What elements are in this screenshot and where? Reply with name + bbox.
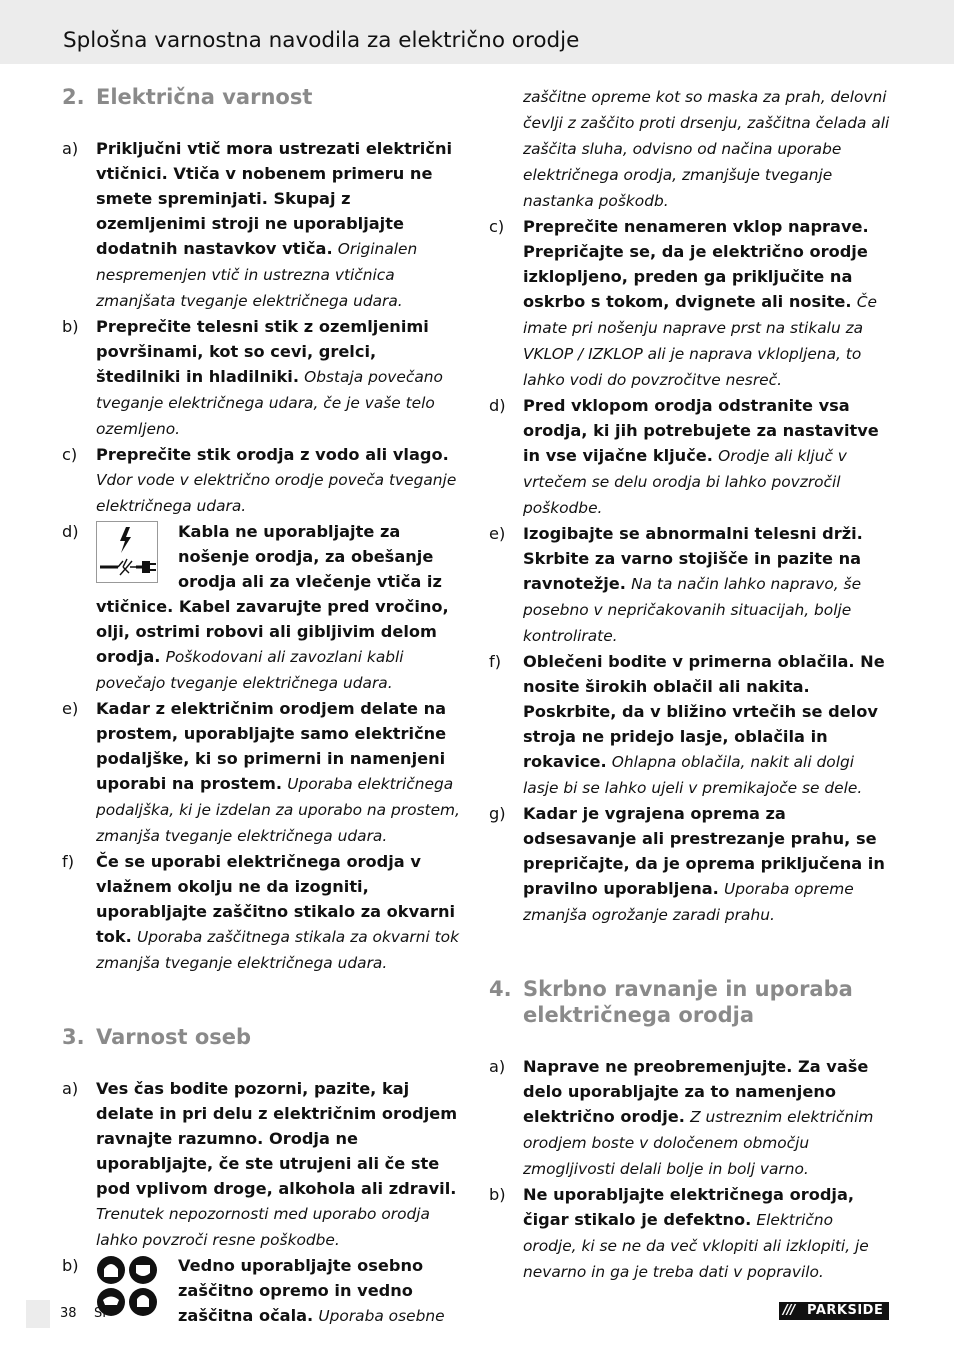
list-item-3a <box>62 1076 464 1253</box>
item-italic: Orodje ali ključ v vrtečem se delu orodja bi lahko povzročil poškodbe. <box>523 447 847 517</box>
item-bold: Kadar je vgrajena oprema za odsesavanje ali prestrezanje prahu, se prepričajte, da je oprema priključena in pravilno uporabljena. <box>523 804 885 898</box>
item-italic: Z ustreznim električnim orodjem boste v določenem območju zmogljivosti delali bolje in bolj varno. <box>523 1108 874 1178</box>
item-bold: Preprečite stik orodja z vodo ali vlago. <box>96 445 449 464</box>
list-item-2d <box>62 519 464 696</box>
item-label-spacer <box>489 84 523 214</box>
item-bold: Ne uporabljajte električnega orodja, čigar stikalo je defektno. <box>523 1185 855 1229</box>
item-label: b) <box>62 317 79 336</box>
item-label: f) <box>489 652 502 671</box>
item-bold: Oblečeni bodite v primerna oblačila. Ne nosite širokih oblačil ali nakita. Poskrbite, da v bližino vrtečih se delov stroja ne pridejo lasje, oblačila in rokavice. <box>523 652 885 771</box>
item-label: d) <box>489 396 506 415</box>
parkside-logo <box>779 1302 889 1320</box>
item-bold: Kadar z električnim orodjem delate na prostem, uporabljajte samo električne podaljške, ki so primerni in namenjeni uporabi na prostem. <box>96 699 447 793</box>
list-item-2b <box>62 314 464 442</box>
list-item-3b-continued <box>489 84 891 214</box>
list-item-3b-start <box>62 1253 464 1329</box>
list-item-2f <box>62 849 464 976</box>
item-italic: Uporaba zaščitnega stikala za okvarni tok zmanjša tveganje električnega udara. <box>96 928 460 972</box>
item-italic: Ohlapna oblačila, nakit ali dolgi lasje bi se lahko ujeli v premikajoče se dele. <box>523 753 863 797</box>
item-label: a) <box>62 139 79 158</box>
page-title: Splošna varnostna navodila za električno orodje <box>63 28 580 53</box>
item-italic: Uporaba opreme zmanjša ogrožanje zaradi prahu. <box>523 880 854 924</box>
section-3-heading <box>62 1024 464 1050</box>
item-bold: Naprave ne preobremenjujte. Za vaše delo uporabljajte za to namenjeno električno orodje. <box>523 1057 869 1126</box>
item-label: c) <box>62 445 78 464</box>
item-label: f) <box>62 852 75 871</box>
item-label: g) <box>489 804 506 823</box>
item-italic: Trenutek nepozornosti med uporabo orodja lahko povzroči resne poškodbe. <box>96 1205 430 1249</box>
section-title: Električna varnost <box>96 85 313 109</box>
list-item-3g <box>489 801 891 928</box>
cable-shock-warning-icon <box>96 521 158 583</box>
list-item-2e <box>62 696 464 849</box>
item-bold: Pred vklopom orodja odstranite vsa orodja, ki jih potrebujete za nastavitve in vse vijačne ključe. <box>523 396 879 465</box>
section-number: 4. <box>489 977 512 1001</box>
left-column <box>62 84 464 1329</box>
list-item-3f <box>489 649 891 801</box>
item-bold: Če se uporabi električnega orodja v vlažnem okolju ne da izogniti, uporabljajte zaščitno stikalo za okvarni tok. <box>96 852 456 946</box>
item-bold: Ves čas bodite pozorni, pazite, kaj delate in pri delu z električnim orodjem ravnajte razumno. Orodja ne uporabljajte, če ste utrujeni ali če ste pod vplivom droge, alkohola ali zdravil. <box>96 1079 458 1198</box>
section-number: 2. <box>62 85 85 109</box>
item-italic: Obstaja povečano tveganje električnega udara, če je vaše telo ozemljeno. <box>96 368 443 438</box>
item-label: e) <box>489 524 506 543</box>
list-item-3e <box>489 521 891 649</box>
item-bold: Vedno uporabljajte osebno zaščitno opremo in vedno zaščitna očala. <box>178 1256 424 1325</box>
section-4-heading <box>489 976 891 1028</box>
list-item-4a <box>489 1054 891 1182</box>
item-bold: Preprečite nenameren vklop naprave. Prepričajte se, da je električno orodje izklopljeno, preden ga priključite na oskrbo s tokom, dvignete ali nosite. <box>523 217 869 311</box>
item-label: b) <box>62 1256 79 1275</box>
list-item-3d <box>489 393 891 521</box>
item-italic: Uporaba osebne <box>318 1307 445 1325</box>
item-italic: Električno orodje, ki se ne da več vklopiti ali izklopiti, je nevarno in ga je treba dati v popravilo. <box>523 1211 869 1281</box>
list-item-2c <box>62 442 464 519</box>
logo-text: PARKSIDE <box>807 1303 884 1318</box>
item-bold: Priključni vtič mora ustrezati električni vtičnici. Vtiča v nobenem primeru ne smete spreminjati. Skupaj z ozemljenimi stroji ne uporabljajte dodatnih nastavkov vtiča. <box>96 139 453 258</box>
right-column <box>489 84 891 1285</box>
section-title: Varnost oseb <box>96 1025 252 1049</box>
list-item-2a <box>62 136 464 314</box>
item-label: d) <box>62 522 79 541</box>
item-italic: Na ta način lahko napravo, še posebno v nepričakovanih situacijah, bolje kontrolirate. <box>523 575 862 645</box>
page-header <box>0 0 954 64</box>
item-bold: Preprečite telesni stik z ozemljenimi površinami, kot so cevi, grelci, štedilniki in hladilniki. <box>96 317 429 386</box>
item-label: b) <box>489 1185 506 1204</box>
item-label: e) <box>62 699 79 718</box>
item-italic: Vdor vode v električno orodje poveča tveganje električnega udara. <box>96 471 457 515</box>
section-2-heading <box>62 84 464 110</box>
item-italic: Originalen nespremenjen vtič in ustrezna vtičnica zmanjšata tveganje električnega udara. <box>96 240 418 310</box>
item-italic: Poškodovani ali zavozlani kabli povečajo tveganje električnega udara. <box>96 648 404 692</box>
section-number: 3. <box>62 1025 85 1049</box>
page-number: 38 <box>60 1306 77 1321</box>
item-bold: Kabla ne uporabljajte za nošenje orodja, za obešanje orodja ali za vlečenje vtiča iz vtičnice. Kabel zavarujte pred vročino, olji, ostrimi robovi ali gibljivim delom orodja. <box>96 522 449 666</box>
logo-stripes: /// <box>783 1303 795 1318</box>
item-label: a) <box>62 1079 79 1098</box>
item-italic: Če imate pri nošenju naprave prst na stikalu za VKLOP / IZKLOP ali je naprava vklopljena, to lahko vodi do povzročitve nesreč. <box>523 293 877 389</box>
item-label: a) <box>489 1057 506 1076</box>
language-code: SI <box>94 1306 107 1321</box>
item-bold: Izogibajte se abnormalni telesni drži. Skrbite za varno stojišče in pazite na ravnotežje. <box>523 524 863 593</box>
list-item-3c <box>489 214 891 393</box>
item-italic-continued: zaščitne opreme kot so maska za prah, delovni čevlji z zaščito proti drsenju, zaščitna čelada ali zaščita sluha, odvisno od načina uporabe električnega orodja, zmanjšuje tveganje nastanka poškodb. <box>523 88 890 210</box>
item-italic: Uporaba električnega podaljška, ki je izdelan za uporabo na prostem, zmanjša tveganje električnega udara. <box>96 775 460 845</box>
list-item-4b <box>489 1182 891 1285</box>
item-label: c) <box>489 217 505 236</box>
section-title: Skrbno ravnanje in uporaba električnega orodja <box>523 977 853 1027</box>
footer-page-box <box>26 1300 50 1328</box>
